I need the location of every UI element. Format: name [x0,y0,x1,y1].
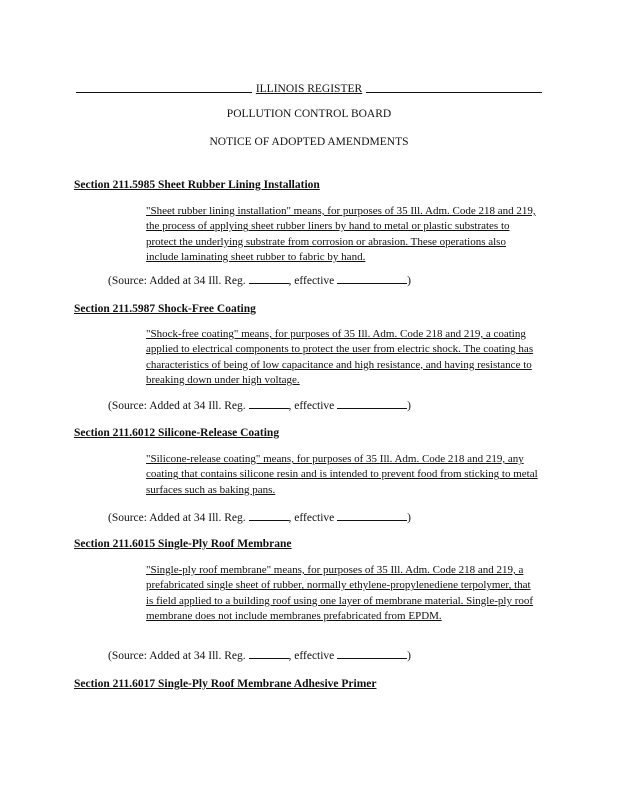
register-blank [249,510,289,521]
register-blank [249,648,289,659]
source-note: (Source: Added at 34 Ill. Reg. , effective ) [108,512,412,524]
effective-date-blank [337,648,407,659]
section-definition: "Shock-free coating" means, for purposes of 35 Ill. Adm. Code 218 and 219, a coating applied to electrical components to protect the user from electric shock. The coating has characteristics of being of low capacitance and high resistance, and having resistance to breaking down under high voltage. [146,328,534,386]
source-note: (Source: Added at 34 Ill. Reg. , effective ) [108,400,412,412]
section-definition: "Silicone-release coating" means, for purposes of 35 Ill. Adm. Code 218 and 219, any coating that contains silicone resin and is intended to prevent food from sticking to metal surfaces such as baking pans. [146,453,538,496]
section-heading: Section 211.6012 Silicone-Release Coating [74,427,280,439]
board-title: POLLUTION CONTROL BOARD [226,108,392,120]
section-heading: Section 211.5987 Shock-Free Coating [74,303,256,315]
effective-date-blank [337,273,407,284]
register-blank [249,398,289,409]
section-heading: Section 211.6015 Single-Ply Roof Membrane [74,538,292,550]
effective-date-blank [337,398,407,409]
notice-title: NOTICE OF ADOPTED AMENDMENTS [209,136,409,148]
section-heading: Section 211.5985 Sheet Rubber Lining Installation [74,179,320,191]
source-note: (Source: Added at 34 Ill. Reg. , effective ) [108,650,412,662]
section-heading: Section 211.6017 Single-Ply Roof Membrane Adhesive Primer [74,678,377,690]
register-blank [249,273,289,284]
register-title: ILLINOIS REGISTER [76,83,542,96]
effective-date-blank [337,510,407,521]
section-definition: "Sheet rubber lining installation" means, for purposes of 35 Ill. Adm. Code 218 and 219, the process of applying sheet rubber liners by hand to metal or plastic substrates to protect the underlying substrate from corrosion or abrasion. These operations also include laminating sheet rubber to fabric by hand. [146,205,536,263]
source-note: (Source: Added at 34 Ill. Reg. , effective ) [108,275,412,287]
section-definition: "Single-ply roof membrane" means, for purposes of 35 Ill. Adm. Code 218 and 219, a prefabricated single sheet of rubber, normally ethylene-propylenediene terpolymer, that is field applied to a building roof using one layer of membrane material. Single-ply roof membrane does not include membranes prefabricated from EPDM. [146,564,534,622]
